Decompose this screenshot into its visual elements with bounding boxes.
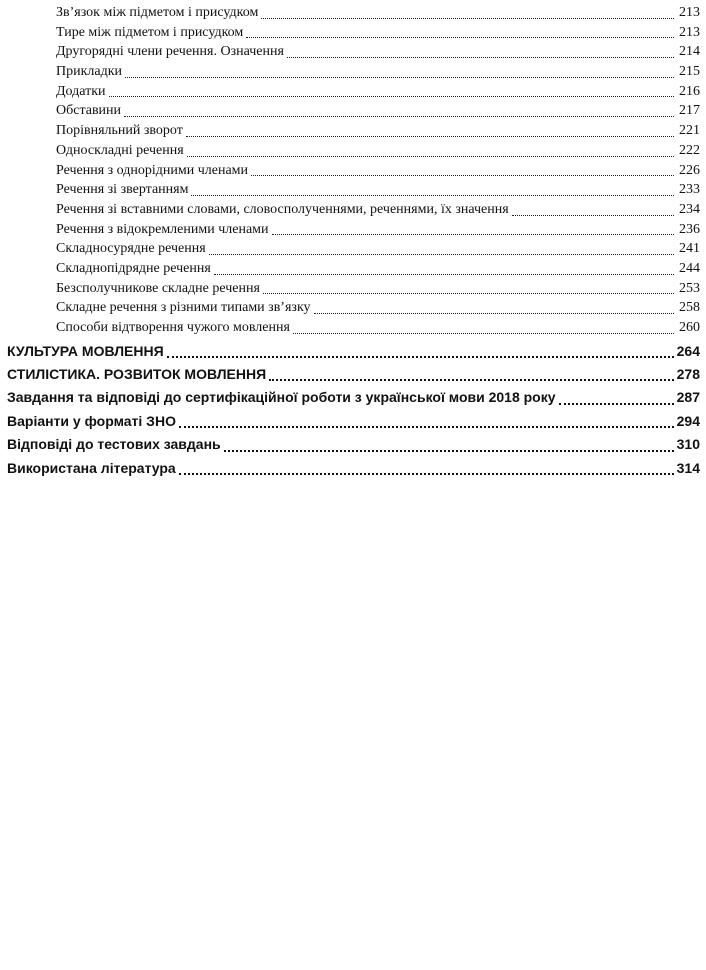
toc-entry [0, 220, 706, 240]
dot-leader [512, 215, 674, 216]
toc-entry-page: 258 [679, 300, 700, 316]
toc-entry-title: Речення зі звертанням [56, 182, 189, 198]
toc-entry-page: 213 [679, 24, 700, 40]
dot-leader [251, 175, 674, 176]
toc-section-page: 294 [676, 412, 700, 429]
toc-section [0, 386, 706, 409]
toc-entry [0, 82, 706, 102]
dot-leader [559, 403, 674, 405]
dot-leader [263, 293, 674, 294]
toc-entry [0, 62, 706, 82]
toc-entry-page: 241 [679, 241, 700, 257]
toc-entry [0, 161, 706, 181]
toc-entry [0, 318, 706, 338]
toc-entry-page: 215 [679, 64, 700, 80]
toc-entry-page: 222 [679, 142, 700, 158]
toc-entry [0, 239, 706, 259]
dot-leader [179, 473, 674, 475]
toc-section [0, 340, 706, 363]
toc-section [0, 457, 706, 480]
toc-entry-title: Прикладки [56, 64, 123, 80]
toc-entry-page: 253 [679, 280, 700, 296]
dot-leader [269, 379, 674, 381]
toc-entry-page: 221 [679, 123, 700, 139]
dot-leader [124, 116, 674, 117]
table-of-contents [0, 3, 706, 480]
toc-entry-title: Речення зі вставними словами, словосполученнями, реченнями, їх значення [56, 201, 509, 217]
dot-leader [179, 426, 674, 428]
toc-entry-title: Складне речення з різними типами зв’язку [56, 300, 311, 316]
toc-entry-page: 234 [679, 201, 700, 217]
dot-leader [261, 18, 674, 19]
toc-entry-title: Речення з однорідними членами [56, 162, 249, 178]
dot-leader [314, 313, 674, 314]
toc-section-page: 264 [676, 342, 700, 359]
toc-section-title: Завдання та відповіді до сертифікаційної роботи з української мови 2018 року [7, 389, 556, 406]
dot-leader [187, 156, 674, 157]
toc-section-page: 310 [676, 436, 700, 453]
toc-section [0, 363, 706, 386]
toc-section-title: КУЛЬТУРА МОВЛЕННЯ [7, 342, 164, 359]
toc-entry [0, 200, 706, 220]
toc-entry-page: 214 [679, 44, 700, 60]
dot-leader [209, 254, 674, 255]
toc-entry [0, 259, 706, 279]
toc-entry-page: 244 [679, 260, 700, 276]
toc-entry-title: Порівняльний зворот [56, 123, 183, 139]
toc-entry [0, 42, 706, 62]
dot-leader [214, 274, 674, 275]
toc-section-page: 287 [676, 389, 700, 406]
toc-entry-title: Односкладні речення [56, 142, 184, 158]
toc-section [0, 410, 706, 433]
dot-leader [224, 450, 674, 452]
toc-entry-page: 236 [679, 221, 700, 237]
toc-entry-page: 260 [679, 320, 700, 335]
toc-entry [0, 23, 706, 43]
toc-section-title: Відповіді до тестових завдань [7, 436, 221, 453]
toc-entry-page: 216 [679, 83, 700, 99]
toc-entry [0, 141, 706, 161]
toc-entry-page: 233 [679, 182, 700, 198]
toc-entry-title: Зв’язок між підметом і присудком [56, 5, 259, 20]
toc-entry-title: Складнопідрядне речення [56, 260, 211, 276]
toc-section-page: 314 [676, 459, 700, 476]
toc-entry [0, 180, 706, 200]
toc-section-title: СТИЛІСТИКА. РОЗВИТОК МОВЛЕННЯ [7, 366, 267, 383]
toc-entry [0, 3, 706, 23]
toc-entry [0, 279, 706, 299]
dot-leader [167, 356, 674, 358]
toc-entry-title: Речення з відокремленими членами [56, 221, 269, 237]
dot-leader [109, 96, 674, 97]
toc-entry-title: Тире між підметом і присудком [56, 24, 244, 40]
dot-leader [246, 37, 674, 38]
toc-entry-title: Обставини [56, 103, 122, 119]
dot-leader [191, 195, 674, 196]
toc-entry-title: Безсполучникове складне речення [56, 280, 260, 296]
toc-entry-title: Способи відтворення чужого мовлення [56, 320, 290, 335]
toc-entry-page: 213 [679, 5, 700, 20]
toc-entry-title: Додатки [56, 83, 106, 99]
dot-leader [125, 77, 674, 78]
toc-entry [0, 121, 706, 141]
toc-section-page: 278 [676, 366, 700, 383]
dot-leader [287, 57, 674, 58]
toc-entry-page: 217 [679, 103, 700, 119]
toc-entry-title: Складносурядне речення [56, 241, 206, 257]
toc-section [0, 433, 706, 456]
toc-section-title: Використана література [7, 459, 176, 476]
toc-entry-title: Другорядні члени речення. Означення [56, 44, 284, 60]
dot-leader [186, 136, 674, 137]
dot-leader [272, 234, 674, 235]
toc-entry [0, 298, 706, 318]
toc-entry-page: 226 [679, 162, 700, 178]
toc-entry [0, 101, 706, 121]
dot-leader [293, 333, 674, 334]
toc-section-title: Варіанти у форматі ЗНО [7, 412, 176, 429]
